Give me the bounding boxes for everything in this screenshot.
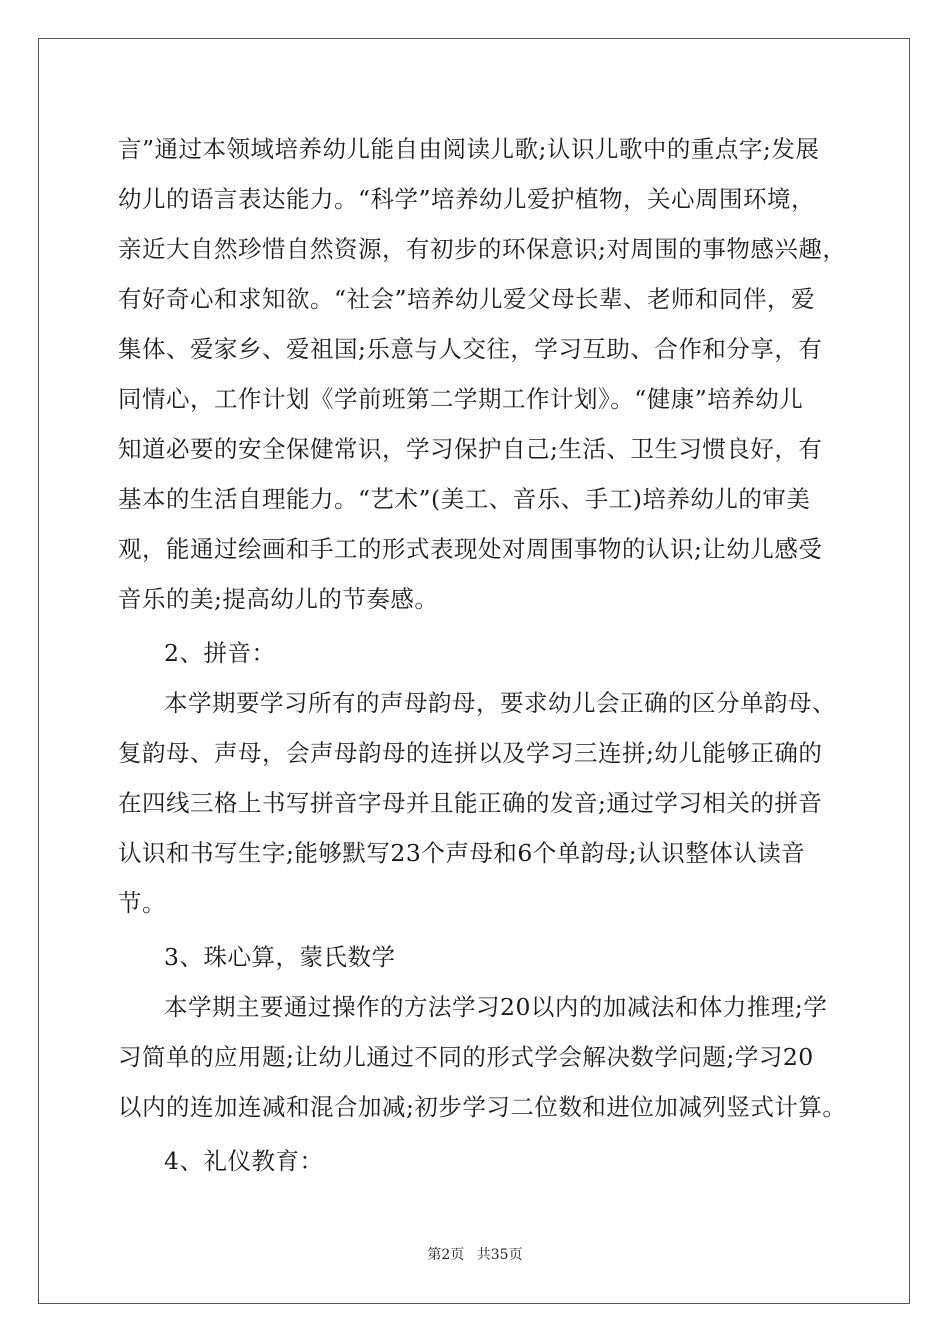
section-heading: 4、礼仪教育： [164,1147,324,1175]
paragraph-line: 集体、爱家乡、爱祖国;乐意与人交往，学习互助、合作和分享，有 [118,335,823,363]
page-footer [0,1244,950,1264]
paragraph-line: 亲近大自然珍惜自然资源，有初步的环保意识;对周围的事物感兴趣， [118,235,847,263]
page-total: 共35页 [476,1247,523,1263]
paragraph-line: 认识和书写生字;能够默写23个声母和6个单韵母;认识整体认读音 [118,839,806,867]
paragraph-line: 本学期要学习所有的声母韵母，要求幼儿会正确的区分单韵母、 [164,689,836,717]
section-heading: 3、珠心算，蒙氏数学 [164,943,396,971]
paragraph-line: 言”通过本领域培养幼儿能自由阅读儿歌;认识儿歌中的重点字;发展 [118,135,820,163]
page-number: 第2页 [427,1247,465,1263]
paragraph-line: 同情心，工作计划《学前班第二学期工作计划》。“健康”培养幼儿 [118,385,804,413]
section-heading: 2、拼音： [164,639,276,667]
paragraph-line: 有好奇心和求知欲。“社会”培养幼儿爱父母长辈、老师和同伴，爱 [118,285,816,313]
paragraph-line: 复韵母、声母，会声母韵母的连拼以及学习三连拼;幼儿能够正确的 [118,739,823,767]
paragraph-line: 观，能通过绘画和手工的形式表现处对周围事物的认识;让幼儿感受 [118,535,823,563]
paragraph-line: 习简单的应用题;让幼儿通过不同的形式学会解决数学问题;学习20 [118,1043,814,1071]
document-body [118,124,858,1186]
paragraph-line: 知道必要的安全保健常识，学习保护自己;生活、卫生习惯良好，有 [118,435,823,463]
paragraph-line: 基本的生活自理能力。“艺术”(美工、音乐、手工)培养幼儿的审美 [118,485,811,513]
paragraph-line: 幼儿的语言表达能力。“科学”培养幼儿爱护植物，关心周围环境， [118,185,816,213]
paragraph-line: 在四线三格上书写拼音字母并且能正确的发音;通过学习相关的拼音 [118,789,823,817]
paragraph-line: 音乐的美;提高幼儿的节奏感。 [118,585,439,613]
paragraph-line: 节。 [118,889,166,917]
paragraph-line: 本学期主要通过操作的方法学习20以内的加减法和体力推理;学 [164,993,828,1021]
paragraph-line: 以内的连加连减和混合加减;初步学习二位数和进位加减列竖式计算。 [118,1093,847,1121]
